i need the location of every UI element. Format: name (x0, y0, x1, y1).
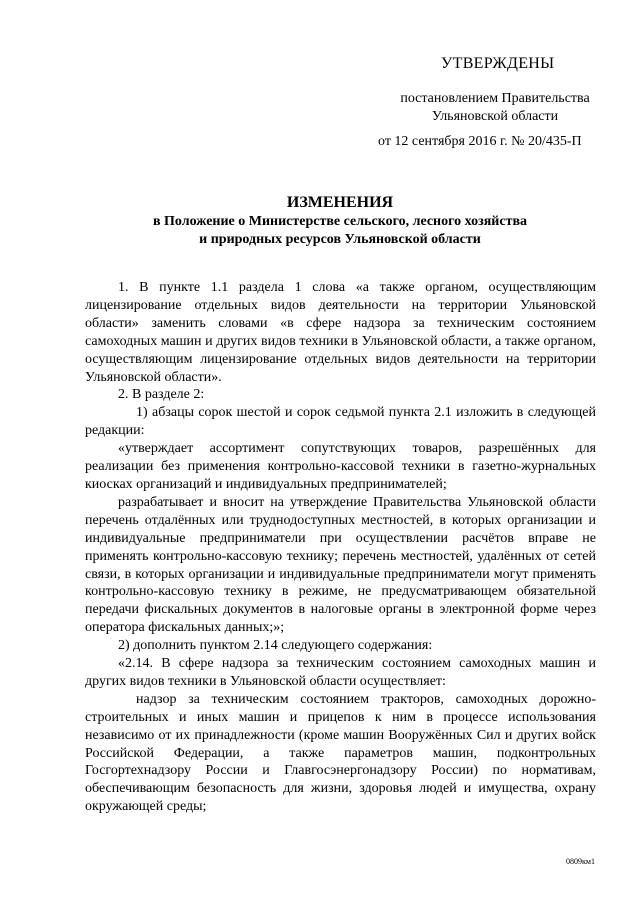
title-subtitle-line: и природных ресурсов Ульяновской области (199, 232, 481, 247)
issuer-line: Ульяновской области (431, 109, 559, 124)
paragraph: 1. В пункте 1.1 раздела 1 слова «а также органом, осуществляющим лицензирование отдельных видов деятельности на территории Ульяновской области» заменить словами «в сфере надзора за техническим состоянием самоходных машин и других видов техники в Ульяновской области, а также органом, осуществляющим лицензирование отдельных видов деятельности на территории Ульяновской области». (85, 280, 596, 385)
paragraph: 2) дополнить пунктом 2.14 следующего содержания: (118, 638, 433, 654)
document-title (100, 193, 580, 249)
paragraph: 2. В разделе 2: (118, 387, 205, 403)
paragraph: «2.14. В сфере надзора за техническим состоянием самоходных машин и других видов техники в Ульяновской области осуществляет: (85, 656, 596, 689)
issuer-block (390, 90, 600, 126)
paragraph: «утверждает ассортимент сопутствующих товаров, разрешённых для реализации без применения контрольно-кассовой техники в газетно-журнальных киосках организаций и индивидуальных предпринимателей; (85, 441, 596, 492)
title-main: ИЗМЕНЕНИЯ (286, 194, 394, 211)
issuer-line: постановлением Правительства (400, 91, 590, 106)
document-body (85, 279, 596, 816)
paragraph: разрабатывает и вносит на утверждение Правительства Ульяновской области перечень отдалённых или труднодоступных местностей, в которых организации и индивидуальные предприниматели при осуществлении расчётов вправе не применять контрольно-кассовую технику; перечень местностей, удалённых от сетей связи, в которых организации и индивидуальные предприниматели могут применять контрольно-кассовую технику в режиме, не предусматривающем обязательной передачи фискальных документов в налоговые органы в электронной форме через оператора фискальных данных;»; (85, 494, 596, 636)
footer-code: 0809км1 (566, 857, 595, 866)
paragraph: 1) абзацы сорок шестой и сорок седьмой пункта 2.1 изложить в следующей редакции: (85, 405, 596, 439)
title-subtitle-line: в Положение о Министерстве сельского, лесного хозяйства (152, 214, 528, 229)
paragraph: надзор за техническим состоянием тракторов, самоходных дорожно-строительных и иных машин и прицепов к ним в процессе использования независимо от их принадлежности (кроме машин Вооружённых Сил и других войск Российской Федерации, а также параметров машин, подконтрольных Госгортехнадзору России и Главгосэнергонадзору России) по нормативам, обеспечивающим безопасность для жизни, здоровья людей и имущества, охрану окружающей среды; (85, 691, 596, 815)
decree-date: от 12 сентября 2016 г. № 20/435-П (378, 134, 582, 149)
approval-stamp: УТВЕРЖДЕНЫ (441, 55, 555, 72)
